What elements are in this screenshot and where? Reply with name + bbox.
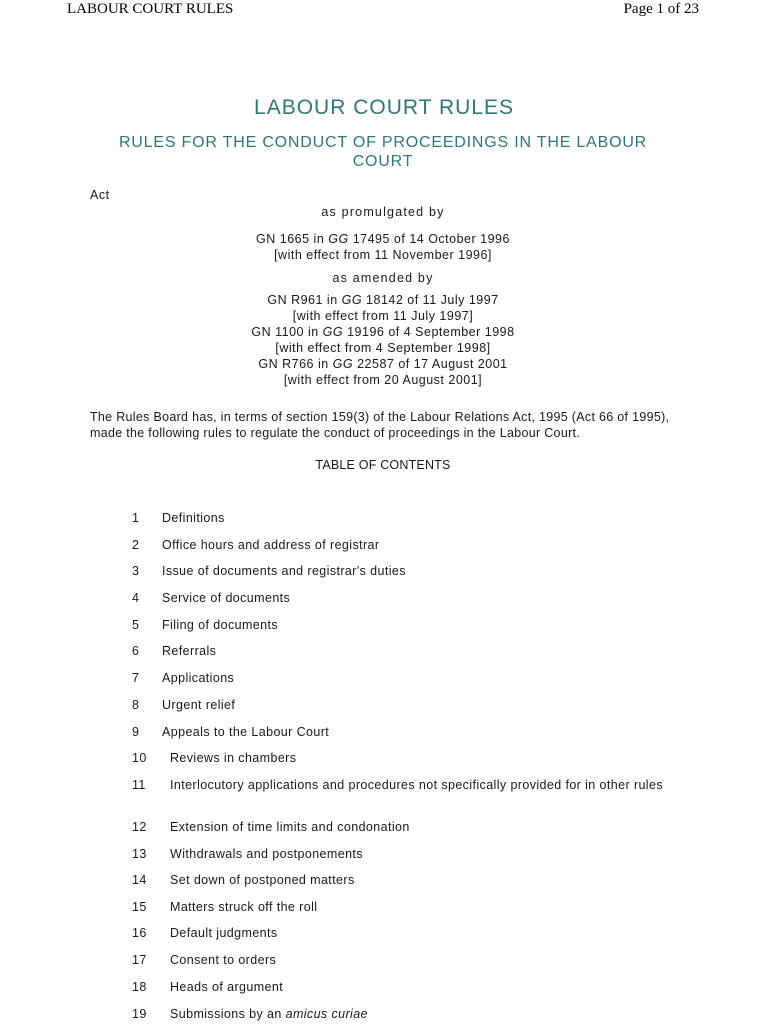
toc-label: Consent to orders xyxy=(170,953,277,967)
toc-number: 2 xyxy=(132,538,140,552)
toc-heading: TABLE OF CONTENTS xyxy=(315,458,451,472)
toc-number: 5 xyxy=(132,618,140,632)
toc-label: Applications xyxy=(162,671,235,685)
amended-heading: as amended by xyxy=(332,271,434,285)
document-title: LABOUR COURT RULES xyxy=(254,96,514,119)
document-subtitle: RULES FOR THE CONDUCT OF PROCEEDINGS IN THE LABOUR COURT xyxy=(118,134,648,170)
toc-number: 14 xyxy=(132,873,147,887)
toc-label: Matters struck off the roll xyxy=(170,900,318,914)
toc-label: Office hours and address of registrar xyxy=(162,538,380,552)
act-label: Act xyxy=(90,188,110,202)
amendment-effect: [with effect from 20 August 2001] xyxy=(283,373,483,387)
amendment-notice: GN R961 in GG 18142 of 11 July 1997 xyxy=(267,293,499,307)
toc-label: Urgent relief xyxy=(162,698,236,712)
toc-label: Withdrawals and postponements xyxy=(170,847,363,861)
toc-number: 15 xyxy=(132,900,147,914)
amendment-effect: [with effect from 11 July 1997] xyxy=(292,309,474,323)
promulgation-effect: [with effect from 11 November 1996] xyxy=(274,248,492,262)
toc-number: 4 xyxy=(132,591,140,605)
toc-number: 3 xyxy=(132,564,140,578)
toc-label: Default judgments xyxy=(170,926,278,940)
running-header-title: LABOUR COURT RULES xyxy=(67,1,234,17)
toc-label: Appeals to the Labour Court xyxy=(162,725,330,739)
toc-number: 16 xyxy=(132,926,147,940)
toc-label: Heads of argument xyxy=(170,980,284,994)
toc-label: Extension of time limits and condonation xyxy=(170,820,410,834)
toc-number: 19 xyxy=(132,1007,147,1021)
toc-label: Service of documents xyxy=(162,591,291,605)
amendment-notice: GN R766 in GG 22587 of 17 August 2001 xyxy=(258,357,508,371)
toc-label: Referrals xyxy=(162,644,217,658)
toc-label: Interlocutory applications and procedures not specifically provided for in other rules xyxy=(170,778,663,792)
toc-label: Definitions xyxy=(162,511,225,525)
intro-paragraph: The Rules Board has, in terms of section 159(3) of the Labour Relations Act, 1995 (Act 66 of 1995), made the following rules to regulate the conduct of proceedings in the Labour Court. xyxy=(90,410,670,440)
toc-label: Submissions by an amicus curiae xyxy=(170,1007,368,1021)
toc-label: Set down of postponed matters xyxy=(170,873,355,887)
toc-number: 17 xyxy=(132,953,147,967)
toc-number: 18 xyxy=(132,980,147,994)
toc-number: 7 xyxy=(132,671,140,685)
amendment-notice: GN 1100 in GG 19196 of 4 September 1998 xyxy=(251,325,515,339)
toc-number: 13 xyxy=(132,847,147,861)
toc-number: 6 xyxy=(132,644,140,658)
toc-number: 9 xyxy=(132,725,140,739)
toc-number: 11 xyxy=(132,778,146,792)
toc-number: 10 xyxy=(132,751,147,765)
toc-number: 8 xyxy=(132,698,140,712)
amendment-effect: [with effect from 4 September 1998] xyxy=(275,341,491,355)
toc-number: 12 xyxy=(132,820,147,834)
promulgation-notice: GN 1665 in GG 17495 of 14 October 1996 xyxy=(256,232,510,246)
toc-label: Filing of documents xyxy=(162,618,278,632)
page-number: Page 1 of 23 xyxy=(623,1,699,17)
toc-label: Reviews in chambers xyxy=(170,751,297,765)
toc-number: 1 xyxy=(132,511,140,525)
toc-label: Issue of documents and registrar's duties xyxy=(162,564,406,578)
promulgated-heading: as promulgated by xyxy=(321,205,445,219)
